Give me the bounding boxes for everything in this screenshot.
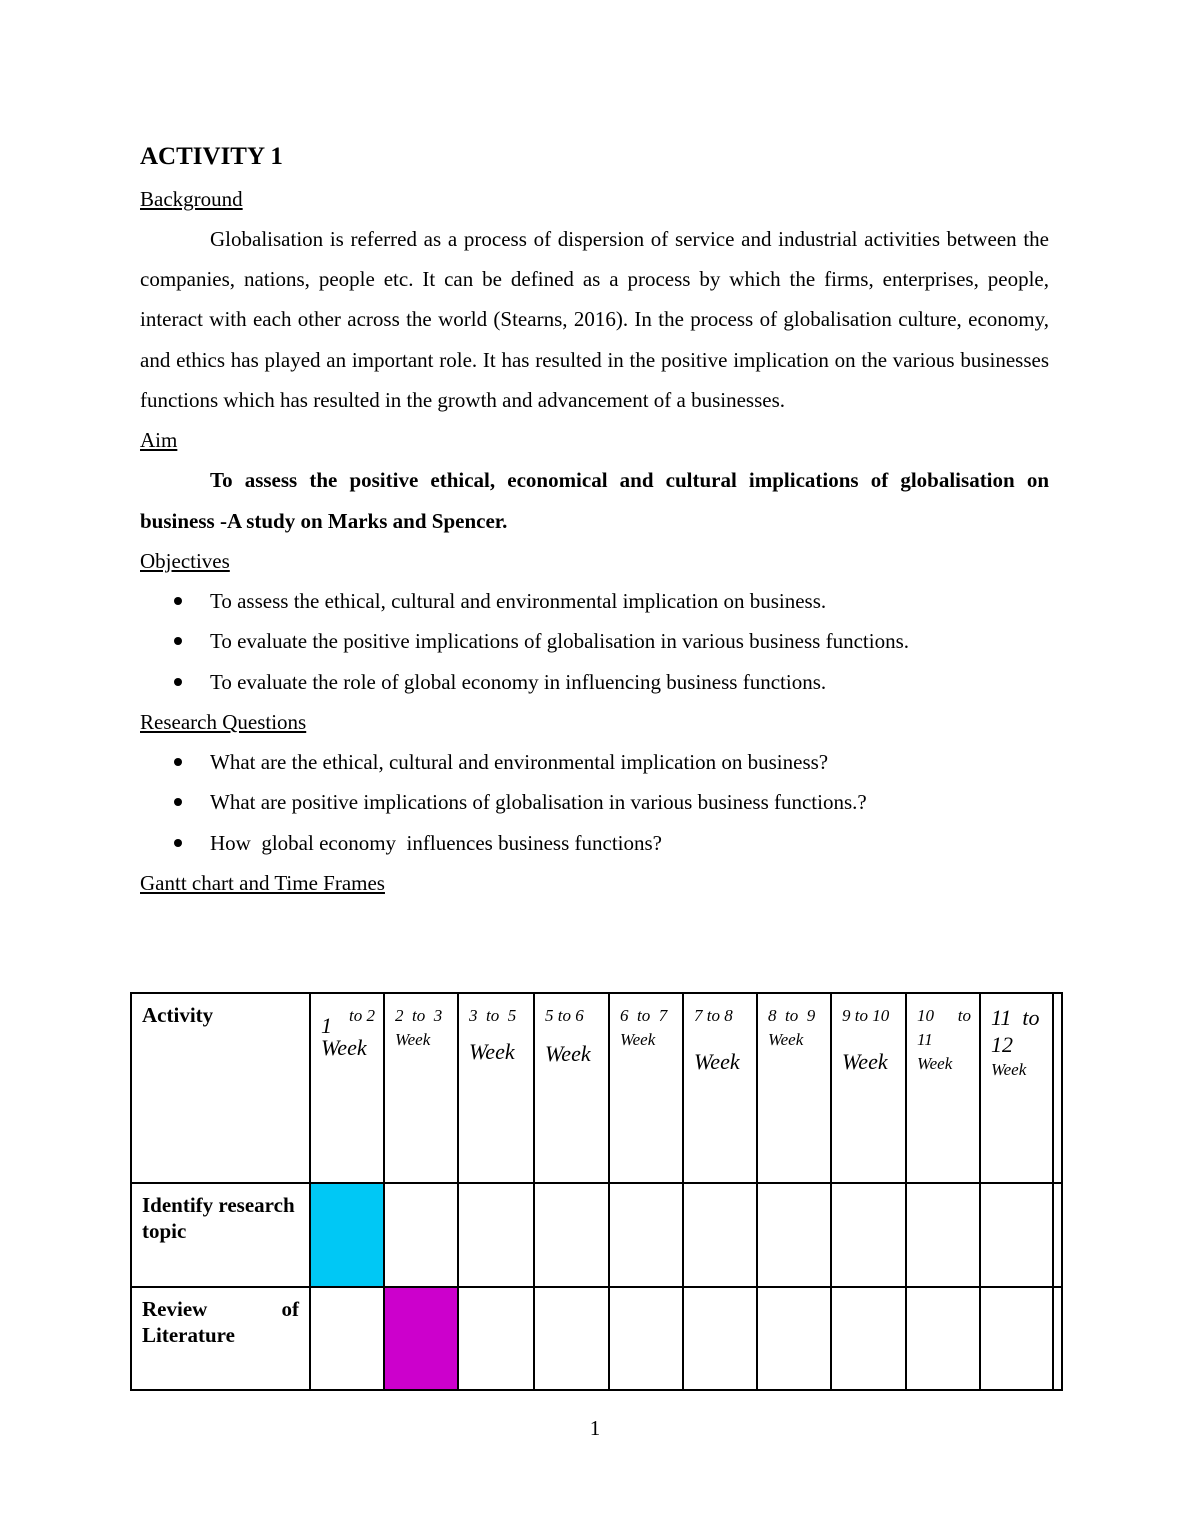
list-item: What are the ethical, cultural and environmental implication on business? — [140, 742, 1049, 782]
gantt-cell — [757, 1183, 831, 1287]
gantt-cell — [534, 1287, 609, 1390]
week-header-9: 10 to 11 Week — [906, 993, 980, 1183]
background-heading: Background — [140, 187, 243, 211]
gantt-header-row — [131, 993, 1062, 1183]
week-header-2: 2 to 3 Week — [384, 993, 458, 1183]
bullet-icon — [174, 597, 182, 605]
gantt-cell — [980, 1287, 1053, 1390]
gantt-cell — [683, 1287, 757, 1390]
gantt-cell — [831, 1183, 906, 1287]
week-header-10: 11 to 12 Week — [980, 993, 1053, 1183]
page-title: ACTIVITY 1 — [140, 143, 283, 170]
activity-header: Activity — [131, 993, 310, 1183]
gantt-cell — [310, 1287, 384, 1390]
gantt-cell — [458, 1287, 534, 1390]
gantt-cell — [683, 1183, 757, 1287]
gantt-cell — [534, 1183, 609, 1287]
week-header-1: 1 to 2 Week — [310, 993, 384, 1183]
objectives-list — [140, 581, 1049, 702]
document-content — [140, 138, 1049, 903]
spacer-cell — [1053, 1287, 1062, 1390]
activity-review-of-literature: Review of Literature — [131, 1287, 310, 1390]
bullet-icon — [174, 758, 182, 766]
list-item: How global economy influences business functions? — [140, 823, 1049, 863]
bullet-icon — [174, 839, 182, 847]
page-number: 1 — [589, 1416, 601, 1440]
bullet-icon — [174, 678, 182, 686]
bullet-icon — [174, 637, 182, 645]
list-item: What are positive implications of globalisation in various business functions.? — [140, 782, 1049, 822]
gantt-cell — [906, 1287, 980, 1390]
week-header-7: 8 to 9 Week — [757, 993, 831, 1183]
objectives-heading: Objectives — [140, 549, 230, 574]
gantt-chart-table — [130, 992, 1063, 1391]
gantt-cell — [831, 1287, 906, 1390]
gantt-bar-week-2 — [384, 1287, 458, 1390]
activity-identify-research-topic: Identify research topic — [131, 1183, 310, 1287]
background-text: Globalisation is referred as a process of dispersion of service and industrial activities between the companies, nations, people etc. It can be defined as a process by which the firms, enterprises, people, interact with each other across the world (Stearns, 2016). In the process of globalisation culture, economy, and ethics has played an important role. It has resulted in the positive implication on the various businesses functions which has resulted in the growth and advancement of a businesses. — [140, 227, 1049, 412]
gantt-cell — [458, 1183, 534, 1287]
aim-text: To assess the positive ethical, economical and cultural implications of globalisation on business -A study on Marks and Spencer. — [140, 468, 1049, 533]
research-questions-heading: Research Questions — [140, 709, 307, 734]
list-item: To evaluate the role of global economy in influencing business functions. — [140, 662, 1049, 702]
spacer-cell — [1053, 1183, 1062, 1287]
week-header-4: 5 to 6 Week — [534, 993, 609, 1183]
list-item: To evaluate the positive implications of globalisation in various business functions. — [140, 621, 1049, 661]
gantt-cell — [757, 1287, 831, 1390]
gantt-cell — [384, 1183, 458, 1287]
table-row — [131, 1287, 1062, 1390]
research-questions-list — [140, 742, 1049, 863]
gantt-cell — [609, 1287, 683, 1390]
week-header-8: 9 to 10 Week — [831, 993, 906, 1183]
gantt-cell — [609, 1183, 683, 1287]
week-header-3: 3 to 5 Week — [458, 993, 534, 1183]
spacer-cell — [1053, 993, 1062, 1183]
week-header-5: 6 to 7 Week — [609, 993, 683, 1183]
gantt-cell — [906, 1183, 980, 1287]
table-row — [131, 1183, 1062, 1287]
gantt-cell — [980, 1183, 1053, 1287]
bullet-icon — [174, 798, 182, 806]
week-header-6: 7 to 8 Week — [683, 993, 757, 1183]
gantt-heading: Gantt chart and Time Frames — [140, 870, 385, 895]
gantt-bar-week-1 — [310, 1183, 384, 1287]
list-item: To assess the ethical, cultural and environmental implication on business. — [140, 581, 1049, 621]
aim-heading: Aim — [140, 428, 178, 453]
